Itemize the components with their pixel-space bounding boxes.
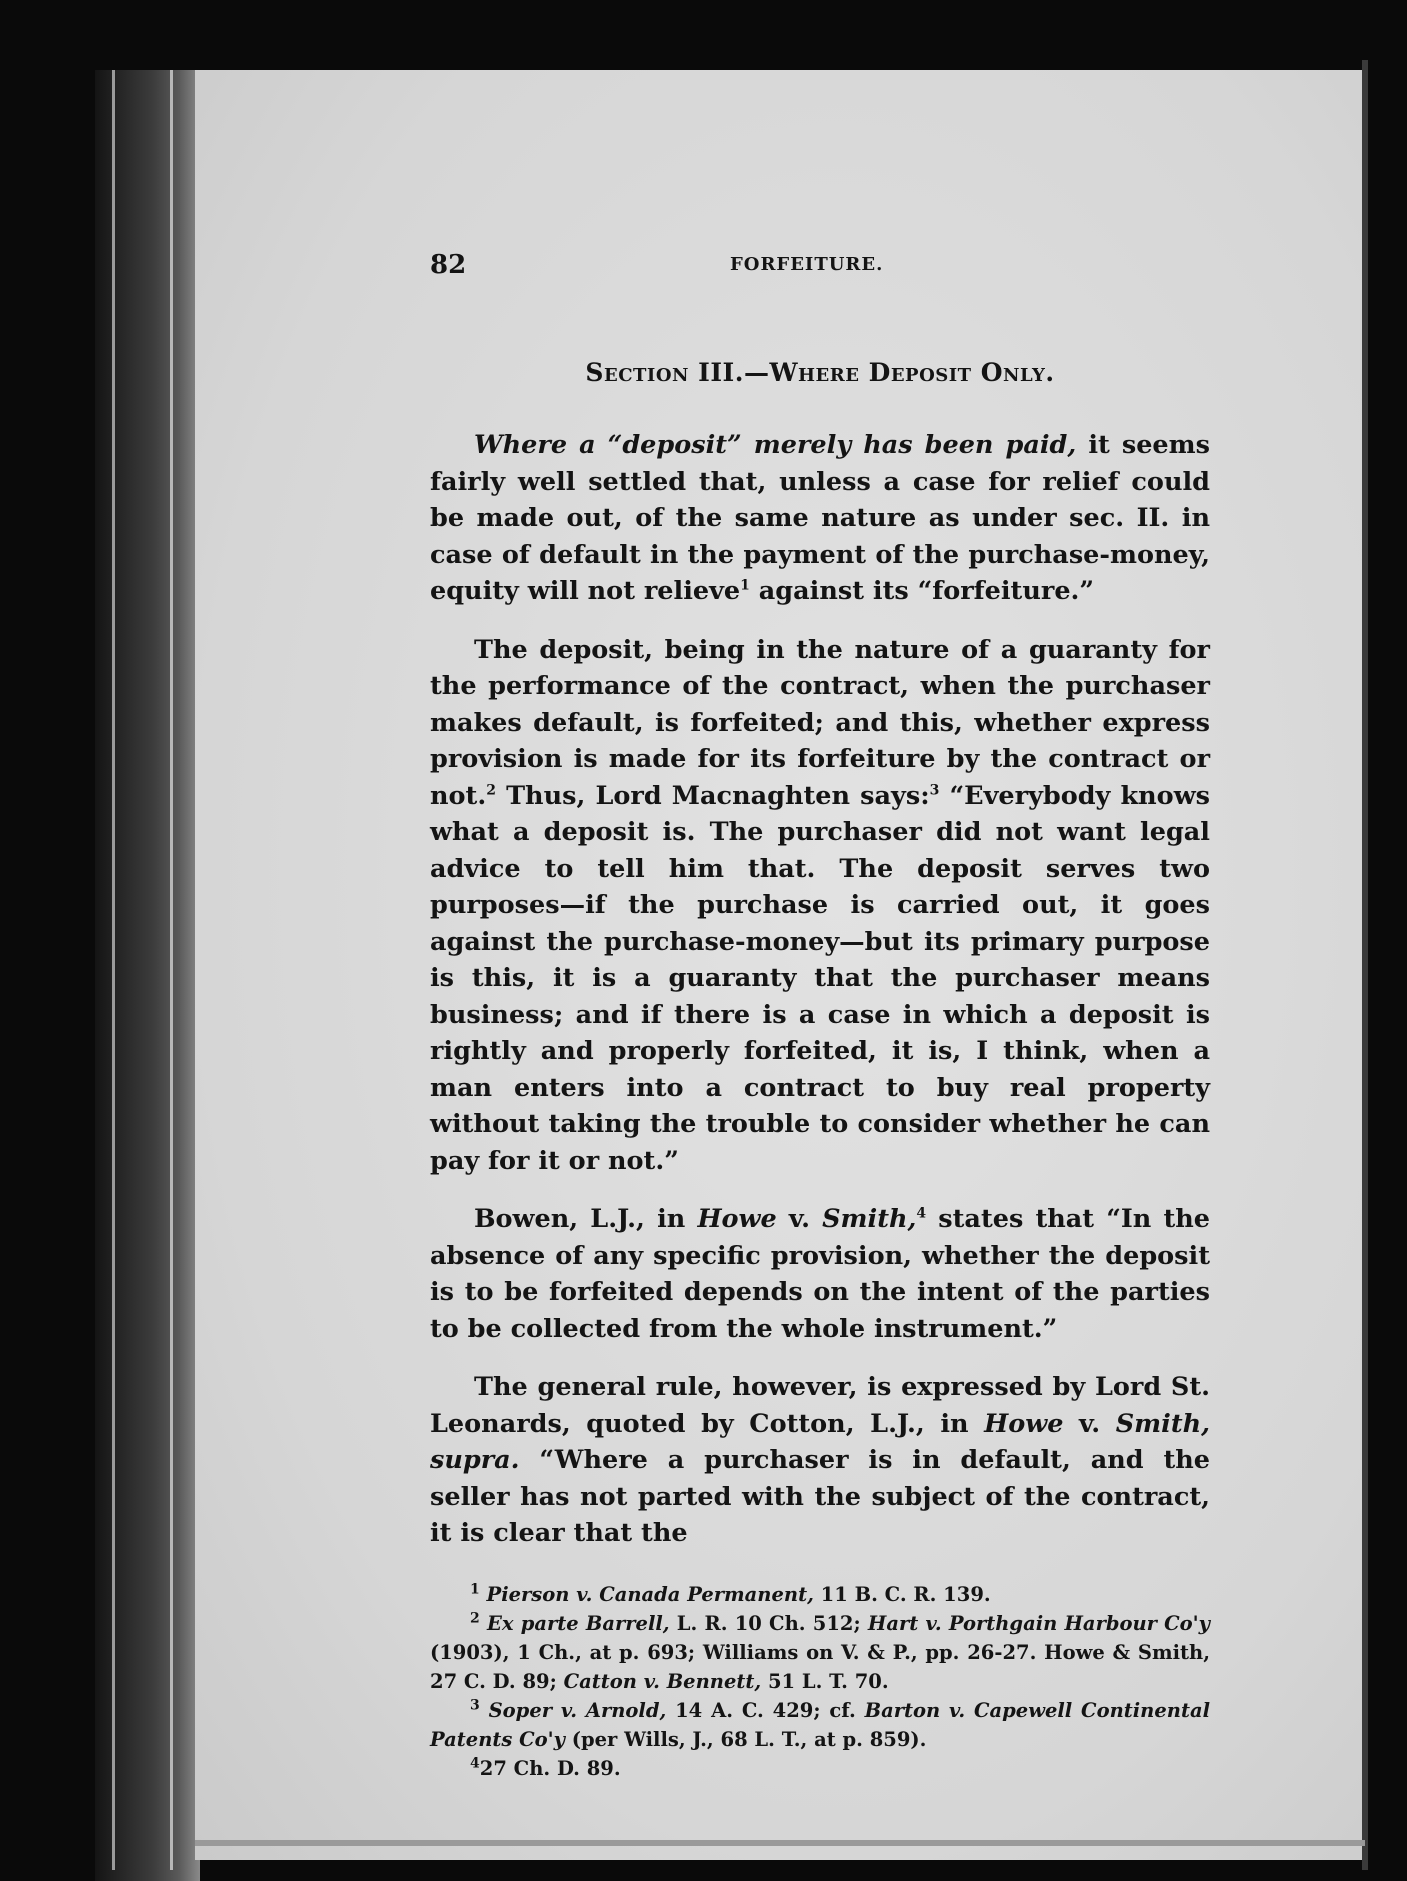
paragraph-text: Thus, Lord Macnaghten says: [495, 780, 930, 811]
footnote-text: (per Wills, J., 68 L. T., at p. 859). [564, 1727, 927, 1751]
spine-edge-line [170, 70, 173, 1870]
footnote-number: 4 [470, 1755, 480, 1771]
footnote-number: 1 [470, 1581, 480, 1597]
italic-lead: Where a “deposit” merely has been paid, [474, 430, 1077, 460]
paragraph-text: “Where a purchaser is in default, and the seller has not parted with the subject of the contract, it is clear that the [430, 1445, 1210, 1548]
footnote-text: 11 B. C. R. 139. [813, 1582, 991, 1606]
paragraph-text: v. [776, 1204, 823, 1234]
case-name: Ex parte Barrell, [486, 1611, 670, 1635]
footnote-ref: 1 [740, 577, 750, 594]
case-name: Howe [984, 1408, 1064, 1439]
paragraph-text: against its “forfeiture.” [749, 576, 1095, 606]
paragraph-text: “Everybody knows what a deposit is. The purchaser did not want legal advice to tell him that. The deposit serves two purposes—if the purchase is carried out, it goes against the purchase-money—but its primary purpose is this, it is a guaranty that the purchaser means business; and if there is a case in which a deposit is rightly and properly forfeited, it is, I think, when a man enters into a contract to buy real property without taking the trouble to consider whether he can pay for it or not.” [430, 780, 1210, 1176]
footnote-number: 2 [470, 1610, 480, 1626]
footnote-text: 27 Ch. D. 89. [479, 1756, 621, 1780]
case-name: Barton v. Capewell Continental Patents Co'y [430, 1698, 1210, 1751]
footnote [430, 1580, 1210, 1609]
case-name: Howe [697, 1204, 777, 1234]
footnotes [430, 1580, 1210, 1783]
running-title: FORFEITURE. [730, 254, 884, 275]
footnote [430, 1754, 1210, 1783]
case-name: Soper v. Arnold, [488, 1698, 667, 1722]
paragraph-text: v. [1063, 1408, 1116, 1439]
section-heading: Section III.—Where Deposit Only. [585, 358, 1055, 387]
paragraph [430, 1369, 1210, 1552]
paragraph [430, 427, 1210, 610]
case-name: Smith, [822, 1204, 917, 1234]
footnote [430, 1609, 1210, 1696]
footnote-text: L. R. 10 Ch. 512; [669, 1611, 868, 1635]
paragraph [430, 632, 1210, 1180]
page-right-edge [1362, 60, 1368, 1870]
case-name: Smith, supra. [430, 1408, 1211, 1475]
case-name: Pierson v. Canada Permanent, [486, 1582, 814, 1606]
page-bottom-edge [195, 1840, 1365, 1846]
paragraph-text: it seems fairly well settled that, unless a case for relief could be made out, of the same nature as under sec. II. in case of default in the payment of the purchase-money, equity will not relieve [430, 430, 1210, 606]
paragraph-text: states that “In the absence of any specific provision, whether the deposit is to be forfeited depends on the intent of the parties to be collected from the whole instrument.” [430, 1204, 1211, 1344]
running-head [430, 250, 1210, 290]
page-text [430, 250, 1210, 1783]
paragraph [430, 1201, 1210, 1347]
page-number: 82 [430, 250, 467, 280]
footnote-text: 14 A. C. 429; cf. [666, 1698, 865, 1722]
footnote [430, 1696, 1210, 1754]
footnote-text: 51 L. T. 70. [761, 1669, 889, 1693]
paragraph-text: The deposit, being in the nature of a guaranty for the performance of the contract, when the purchaser makes default, is forfeited; and this, whether express provision is made for its forfeiture by the contract or not. [430, 634, 1210, 811]
case-name: Hart v. Porthgain Harbour Co'y [867, 1611, 1210, 1635]
book-spine [95, 70, 200, 1881]
footnote-ref: 3 [929, 782, 940, 798]
case-name: Catton v. Bennett, [563, 1669, 762, 1693]
footnote-ref: 4 [916, 1205, 927, 1222]
paragraph-text: Bowen, L.J., in [474, 1204, 698, 1234]
footnote-ref: 2 [486, 782, 496, 798]
spine-edge-line [112, 70, 115, 1870]
paragraph-text: The general rule, however, is expressed by Lord St. Leonards, quoted by Cotton, L.J., in [430, 1372, 1210, 1439]
footnote-text: (1903), 1 Ch., at p. 693; Williams on V. & P., pp. 26-27. Howe & Smith, 27 C. D. 89; [430, 1640, 1210, 1693]
footnote-number: 3 [470, 1697, 480, 1713]
